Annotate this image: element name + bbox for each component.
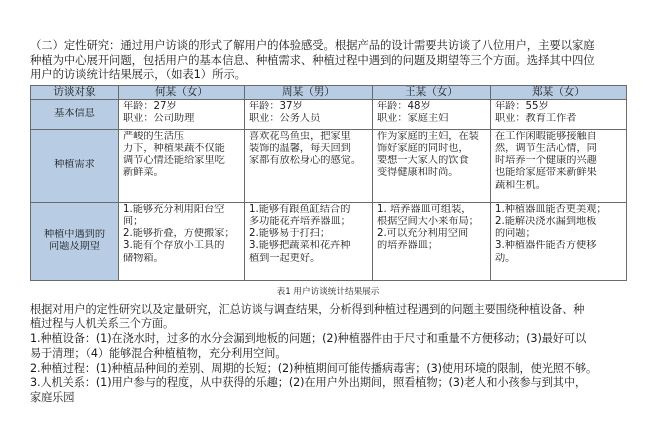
cell-line: 职业：公司助理 [123,112,195,124]
cell-line: 的培养器皿； [377,240,439,252]
table-cell [245,99,373,129]
cell-line: 时培养一个健康的兴趣 [495,155,597,167]
cell-line: 调节心情还能给家里吃 [123,155,225,167]
body-line: 根据对用户的定性研究以及定量研究，汇总访谈与调查结果，分析得到种植过程遇到的问题主要围绕种植设备、种 [30,302,585,316]
intro-line: 用户的访谈统计结果展示，（如表1）所示。 [30,67,246,81]
cell-line: 2.能解决浇水漏到地板 [495,215,597,227]
cell-line: 然，调节生活心情，同 [495,142,597,154]
table-caption: 表1 用户访谈统计结果展示 [276,286,380,297]
table-row-problems-expectations [31,202,627,280]
table-row-basic-info [31,99,627,129]
cell-line: 多功能花卉培养器皿； [249,215,351,227]
body-line: 3.人机关系：(1)用户参与的程度，从中获得的乐趣；(2)在用户外出期间，照看植物；(3)老人和小孩参与到其中， [30,376,587,390]
body-line: 1.种植设备：(1)在浇水时，过多的水分会漏到地板的问题；(2)种植器件由于尺寸和重量不方便移动；(3)最好可以 [30,332,587,346]
row-label-text: 问题及期望 [49,241,100,252]
intro-paragraph [30,38,630,82]
cell-line: 在工作闲暇能够接触自 [495,130,597,142]
table-cell [245,129,373,202]
analysis-paragraph [30,303,630,407]
header-cell-user-wang: 王某（女） [373,85,491,99]
cell-line: 职业：公务人员 [249,112,321,124]
cell-line: 变得健康和时尚。 [377,167,459,179]
body-line: 家庭乐园 [30,391,75,405]
cell-line: 2.能够易于打扫； [249,228,331,240]
header-cell-subject: 访谈对象 [31,85,119,99]
document-page [30,38,630,406]
header-cell-user-zheng: 郑某（女） [491,85,627,99]
table-cell [373,99,491,129]
header-cell-user-he: 何某（女） [119,85,245,99]
cell-line: 2.能够折叠，方便搬家； [123,228,235,240]
body-line: 易于清理；（4）能够混合种植植物，充分利用空间。 [30,346,287,360]
row-label-text: 基本信息 [54,107,95,119]
row-label-planting-needs [31,129,119,202]
cell-line: 严峻的生活压 [123,130,185,142]
table-cell [119,129,245,202]
cell-line: 动。 [495,252,516,264]
table-row-planting-needs [31,129,627,202]
table-cell [491,99,627,129]
cell-line: 年龄：48岁 [377,100,431,112]
intro-line: （二）定性研究：通过用户访谈的形式了解用户的体验感受。根据产品的设计需要共访谈了八位用户，主要以家庭 [30,38,595,52]
cell-line: 2.可以充分利用空间 [377,228,469,240]
row-label-text: 种植需求 [54,159,95,171]
table-cell [373,129,491,202]
row-label-problems-expectations [31,202,119,280]
cell-line: 职业：教育工作者 [495,112,577,124]
row-label-text: 种植中遇到的 [43,228,106,240]
cell-line: 职业：家庭主妇 [377,112,449,124]
cell-line: 装饰的温馨，每天回到 [249,142,351,154]
row-label-basic-info [31,99,119,129]
body-line: 2.种植过程：(1)种植品种间的差别、周期的长短；(2)种植期间可能传播病毒害；(3)使用环境的限制，使光照不够。 [30,361,598,375]
interview-results-table [30,85,627,281]
cell-line: 饰好家庭的同时也， [377,142,469,154]
cell-line: 1.能够有跟鱼缸结合的 [249,203,351,215]
cell-line: 喜欢花鸟鱼虫，把家里 [249,130,351,142]
cell-line: 3.能有个存放小工具的 [123,240,225,252]
cell-line: 间； [123,215,144,227]
cell-line: 储物箱。 [123,252,164,264]
cell-line: 植到一起更好。 [249,252,321,264]
cell-line: 1.种植器皿能否更美观； [495,203,607,215]
cell-line: 1.能够充分利用阳台空 [123,203,225,215]
cell-line: 1. 培养器皿可组装， [377,203,472,215]
cell-line: 的问题； [495,228,536,240]
body-line: 植过程与人机关系三个方面。 [30,317,175,331]
cell-line: 根据空间大小来布局； [377,215,479,227]
table-cell [119,202,245,280]
table-cell [491,129,627,202]
cell-line: 力下，种植果蔬不仅能 [123,142,225,154]
cell-line: 3.能够把蔬菜和花卉种 [249,240,351,252]
cell-line: 年龄：55岁 [495,100,549,112]
cell-line: 年龄：37岁 [249,100,303,112]
cell-line: 新鲜菜。 [123,167,164,179]
cell-line: 年龄：27岁 [123,100,177,112]
table-cell [373,202,491,280]
cell-line: 3.种植器件能否方便移 [495,240,597,252]
cell-line: 要想一大家人的饮食 [377,155,469,167]
intro-line: 种植为中心展开问题，包括用户的基本信息、种植需求、种植过程中遇到的问题及期望等三个方面。选择其中四位 [30,52,595,67]
cell-line: 也能给家庭带来新鲜果 [495,167,597,179]
header-cell-user-zhou: 周某（男） [245,85,373,99]
table-cell [119,99,245,129]
table-cell [491,202,627,280]
cell-line: 作为家庭的主妇，在装 [377,130,479,142]
table-cell [245,202,373,280]
cell-line: 蔬和生机。 [495,179,546,191]
table-header-row [31,85,627,99]
cell-line: 家都有放松身心的感觉。 [249,155,362,167]
